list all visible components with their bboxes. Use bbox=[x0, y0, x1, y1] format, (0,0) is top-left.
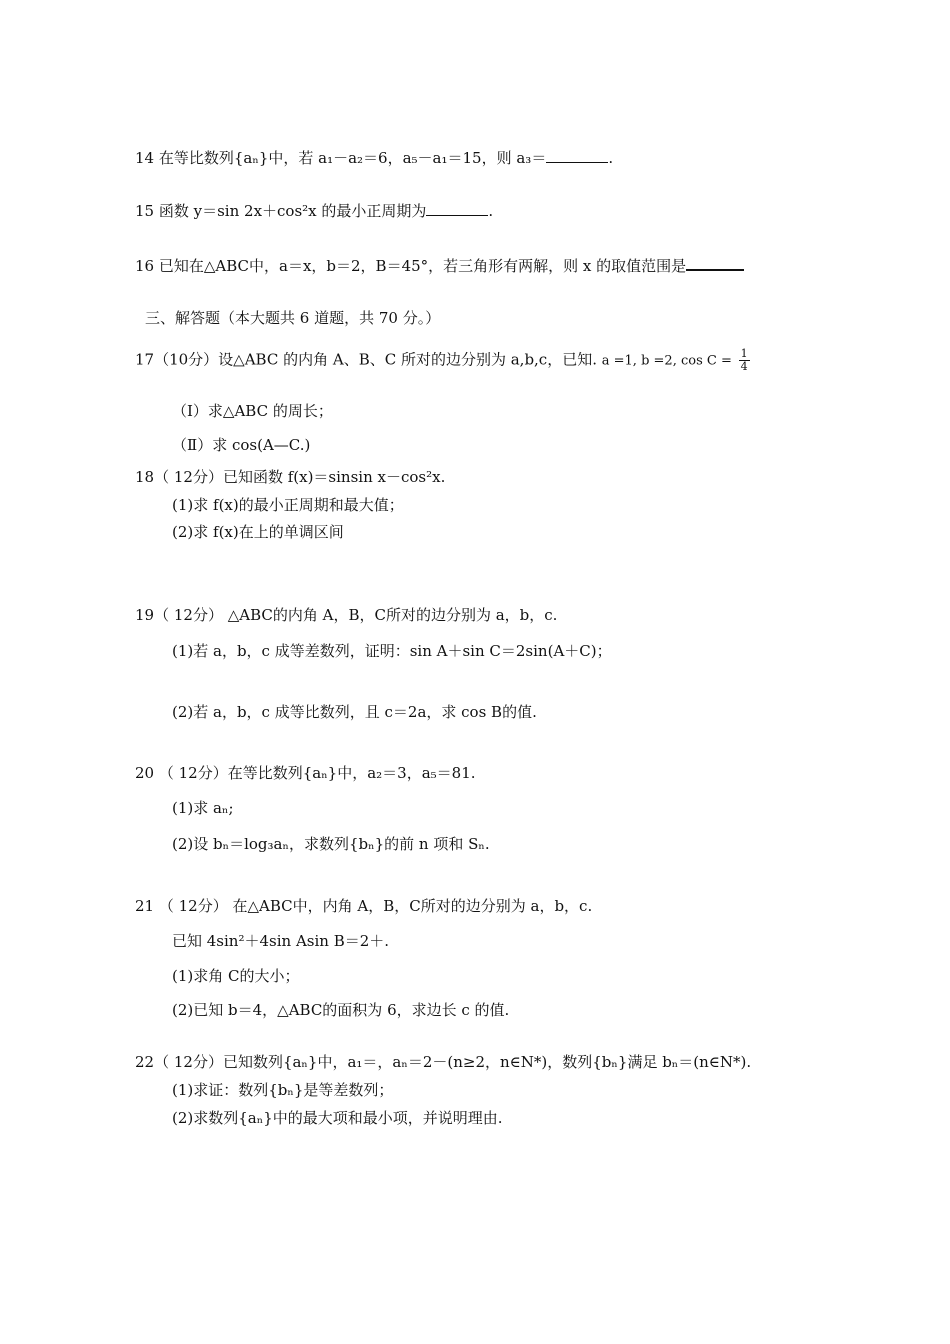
question-16-text: 16 已知在△ABC中，a＝x，b＝2，B＝45°，若三角形有两解，则 x 的取值范围是 bbox=[135, 257, 687, 275]
question-20-part-1: (1)求 aₙ; bbox=[172, 799, 234, 817]
question-21-given: 已知 4sin²＋4sin Asin B＝2＋. bbox=[172, 932, 390, 950]
question-18: 18（ 12分）已知函数 f(x)＝sinsin x－cos²x. bbox=[135, 468, 446, 486]
fraction-one-quarter bbox=[739, 348, 750, 373]
question-21-part-1: (1)求角 C的大小； bbox=[172, 967, 300, 985]
answer-blank-16 bbox=[686, 255, 744, 271]
question-21: 21 （ 12分） 在△ABC中，内角 A，B，C所对的边分别为 a，b，c. bbox=[135, 897, 593, 915]
question-17-part-2: （Ⅱ）求 cos(A—C.) bbox=[172, 436, 311, 454]
question-15-text: 15 函数 y＝sin 2x＋cos²x 的最小正周期为 bbox=[135, 202, 427, 220]
question-17-stem: 17（10分）设△ABC 的内角 A、B、C 所对的边分别为 a,b,c，已知. bbox=[135, 350, 597, 369]
question-14-tail: . bbox=[608, 149, 614, 167]
answer-blank-15 bbox=[426, 201, 488, 216]
fraction-numerator: 1 bbox=[740, 347, 748, 360]
question-19: 19（ 12分） △ABC的内角 A，B，C所对的边分别为 a，b，c. bbox=[135, 606, 558, 624]
question-16 bbox=[135, 255, 744, 276]
question-15 bbox=[135, 201, 493, 221]
question-20-part-2: (2)设 bₙ＝log₃aₙ，求数列{bₙ}的前 n 项和 Sₙ. bbox=[172, 835, 490, 853]
fraction-denominator: 4 bbox=[740, 360, 748, 373]
question-19-part-1: (1)若 a，b，c 成等差数列，证明：sin A＋sin C＝2sin(A＋C)； bbox=[172, 642, 612, 660]
question-15-tail: . bbox=[488, 202, 494, 220]
question-19-part-2: (2)若 a，b，c 成等比数列，且 c＝2a，求 cos B的值. bbox=[172, 703, 537, 721]
question-21-part-2: (2)已知 b＝4，△ABC的面积为 6，求边长 c 的值. bbox=[172, 1001, 510, 1019]
question-22-part-1: (1)求证：数列{bₙ}是等差数列； bbox=[172, 1081, 394, 1099]
question-22: 22（ 12分）已知数列{aₙ}中，a₁＝，aₙ＝2－(n≥2，n∈N*)，数列{bₙ}满足 bₙ＝(n∈N*). bbox=[135, 1053, 752, 1071]
question-22-part-2: (2)求数列{aₙ}中的最大项和最小项，并说明理由. bbox=[172, 1109, 503, 1127]
question-14 bbox=[135, 148, 613, 168]
question-14-text: 14 在等比数列{aₙ}中，若 a₁－a₂＝6，a₅－a₁＝15，则 a₃＝ bbox=[135, 149, 547, 167]
question-18-part-1: (1)求 f(x)的最小正周期和最大值； bbox=[172, 496, 404, 514]
question-18-part-2: (2)求 f(x)在上的单调区间 bbox=[172, 523, 344, 541]
question-17-part-1: （Ⅰ）求△ABC 的周长； bbox=[172, 402, 333, 420]
question-17-given: a =1, b =2, cos C = bbox=[601, 353, 732, 369]
section-3-title: 三、解答题（本大题共 6 道题，共 70 分。） bbox=[145, 309, 441, 327]
answer-blank-14 bbox=[546, 148, 608, 163]
question-17 bbox=[135, 348, 750, 373]
question-20: 20 （ 12分）在等比数列{aₙ}中，a₂＝3，a₅＝81. bbox=[135, 764, 476, 782]
